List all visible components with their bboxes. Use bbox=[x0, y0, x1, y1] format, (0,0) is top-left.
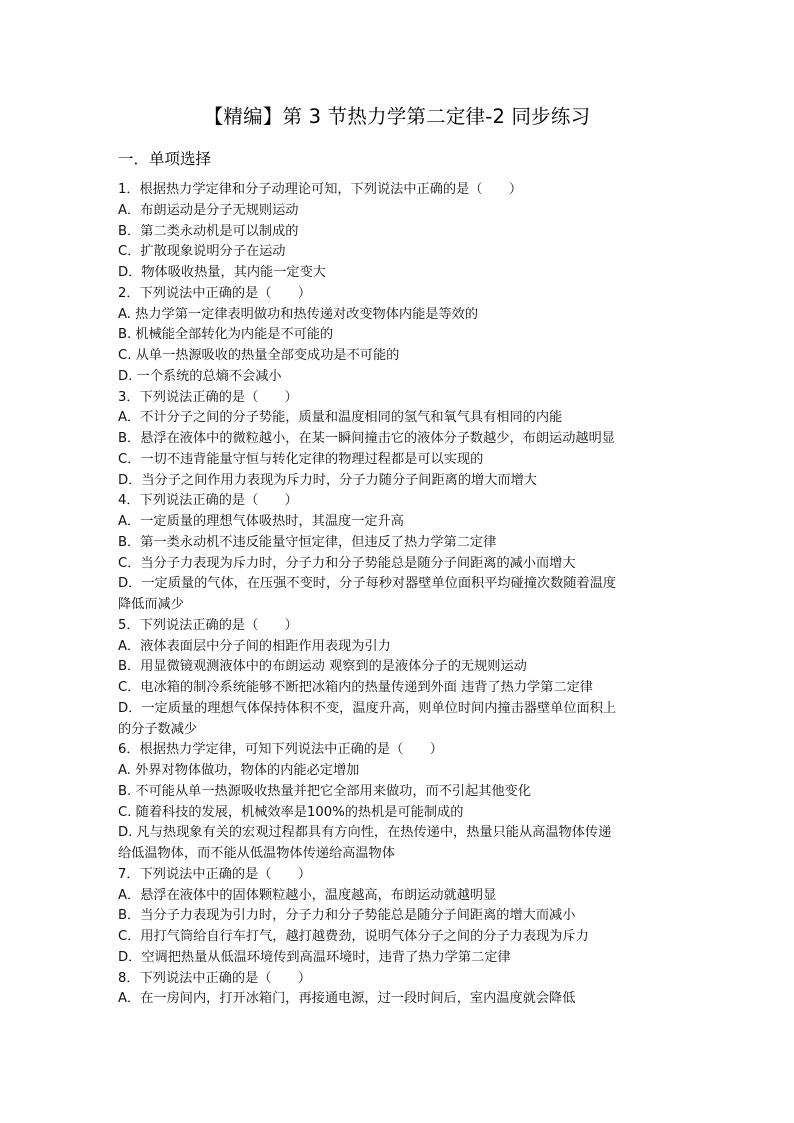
answer-option: B. 不可能从单一热源吸收热量并把它全部用来做功，而不引起其他变化 bbox=[118, 783, 532, 799]
answer-option: B．第一类永动机不违反能量守恒定律，但违反了热力学第二定律 bbox=[118, 534, 497, 550]
question-stem: 2．下列说法中正确的是（ ） bbox=[118, 285, 312, 301]
answer-option: A. 外界对物体做功，物体的内能必定增加 bbox=[118, 763, 360, 778]
answer-option: C. 从单一热源吸收的热量全部变成功是不可能的 bbox=[118, 348, 400, 363]
answer-option: C．当分子力表现为斥力时，分子力和分子势能总是随分子间距离的减小而增大 bbox=[118, 555, 576, 571]
answer-option: C．用打气筒给自行车打气，越打越费劲，说明气体分子之间的分子力表现为斥力 bbox=[118, 929, 589, 944]
answer-option: A．不计分子之间的分子势能，质量和温度相同的氢气和氧气具有相同的内能 bbox=[118, 410, 563, 426]
question-stem: 4．下列说法正确的是（ ） bbox=[118, 493, 298, 509]
answer-option: C．电冰箱的制冷系统能够不断把冰箱内的热量传递到外面 违背了热力学第二定律 bbox=[118, 680, 593, 695]
answer-option: B．第二类永动机是可以制成的 bbox=[118, 223, 299, 239]
answer-option: B．悬浮在液体中的微粒越小，在某一瞬间撞击它的液体分子数越少，布朗运动越明显 bbox=[118, 431, 615, 446]
answer-option: D．空调把热量从低温环境传到高温环境时，违背了热力学第二定律 bbox=[118, 949, 511, 965]
page-title: 【精编】第 3 节热力学第二定律-2 同步练习 bbox=[203, 105, 591, 128]
question-stem: 1．根据热力学定律和分子动理论可知，下列说法中正确的是（ ） bbox=[118, 182, 523, 197]
text-line: 给低温物体，而不能从低温物体传递给高温物体 bbox=[118, 846, 395, 861]
answer-option: D．当分子之间作用力表现为斥力时，分子力随分子间距离的增大而增大 bbox=[118, 472, 537, 488]
answer-option: D．一定质量的气体，在压强不变时，分子每秒对器壁单位面积平均碰撞次数随着温度 bbox=[118, 576, 617, 592]
answer-option: A．在一房间内，打开冰箱门，再接通电源，过一段时间后，室内温度就会降低 bbox=[118, 991, 576, 1007]
answer-option: A．布朗运动是分子无规则运动 bbox=[118, 202, 299, 218]
answer-option: C．扩散现象说明分子在运动 bbox=[118, 244, 286, 260]
answer-option: D. 凡与热现象有关的宏观过程都具有方向性，在热传递中，热量只能从高温物体传递 bbox=[118, 825, 612, 841]
question-list bbox=[118, 180, 678, 1010]
question-stem: 6．根据热力学定律，可知下列说法中正确的是（ ） bbox=[118, 742, 443, 758]
answer-option: D. 一个系统的总熵不会减小 bbox=[118, 368, 282, 384]
section-heading: 一．单项选择 bbox=[118, 150, 212, 168]
question-stem: 7．下列说法中正确的是（ ） bbox=[118, 866, 312, 882]
answer-option: C．一切不违背能量守恒与转化定律的物理过程都是可以实现的 bbox=[118, 451, 484, 467]
text-line: 降低而减少 bbox=[118, 597, 184, 612]
answer-option: B．当分子力表现为引力时，分子力和分子势能总是随分子间距离的增大而减小 bbox=[118, 908, 576, 924]
answer-option: A．一定质量的理想气体吸热时，其温度一定升高 bbox=[118, 514, 404, 529]
answer-option: A．悬浮在液体中的固体颗粒越小，温度越高，布朗运动就越明显 bbox=[118, 887, 497, 903]
answer-option: D．物体吸收热量，其内能一定变大 bbox=[118, 265, 326, 280]
answer-option: C. 随着科技的发展，机械效率是100%的热机是可能制成的 bbox=[118, 804, 464, 820]
answer-option: B. 机械能全部转化为内能是不可能的 bbox=[118, 327, 334, 343]
answer-option: B．用显微镜观测液体中的布朗运动 观察到的是液体分子的无规则运动 bbox=[118, 659, 527, 675]
text-line: 的分子数减少 bbox=[118, 721, 198, 737]
question-stem: 3．下列说法正确的是（ ） bbox=[118, 389, 298, 405]
question-stem: 8．下列说法中正确的是（ ） bbox=[118, 970, 312, 986]
answer-option: D．一定质量的理想气体保持体积不变，温度升高，则单位时间内撞击器壁单位面积上 bbox=[118, 700, 617, 716]
answer-option: A. 热力学第一定律表明做功和热传递对改变物体内能是等效的 bbox=[118, 306, 479, 322]
question-stem: 5．下列说法正确的是（ ） bbox=[118, 617, 298, 633]
answer-option: A．液体表面层中分子间的相距作用表现为引力 bbox=[118, 638, 391, 654]
